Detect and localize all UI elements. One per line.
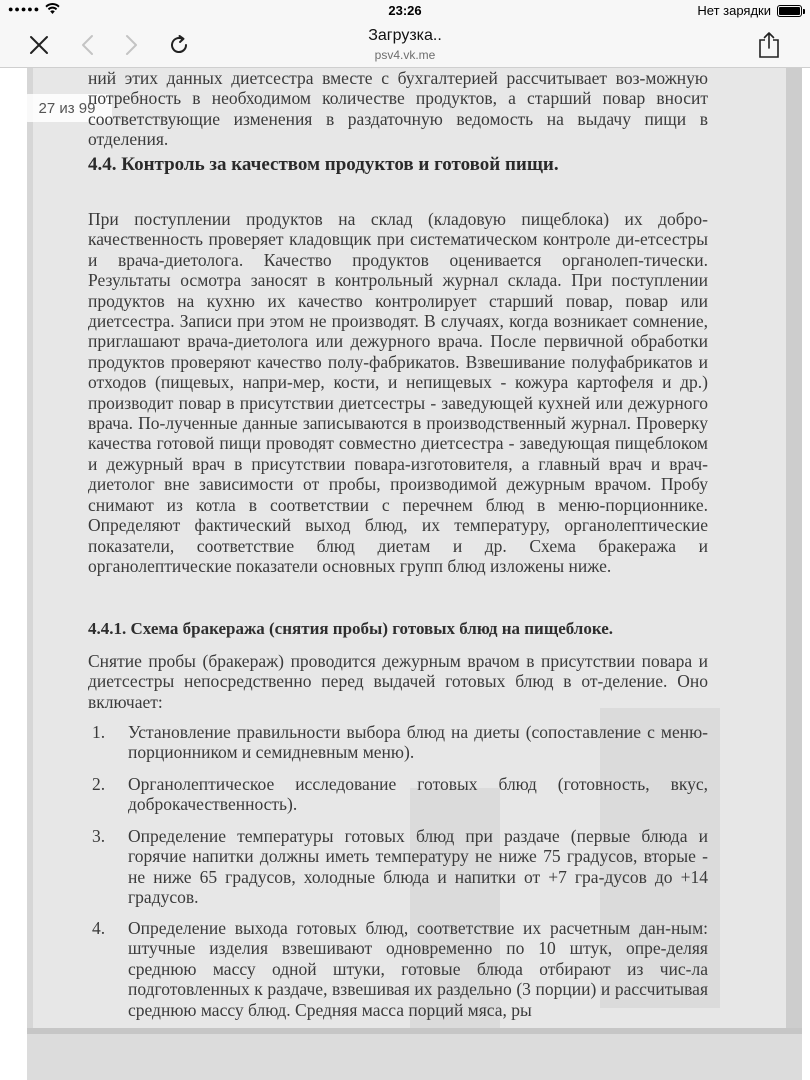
list-item [92,918,708,1022]
main-paragraph: При поступлении продуктов на склад (кладовую пищеблока) их добро-качественность проверяет кладовщик при систематическом контроле ди-етсестры и врача-диетолога. Качество продуктов оценивается органолеп-тически. Результаты осмотра заносят в контрольный журнал склада. При поступлении продуктов на кухню их качество контролирует старший повар, повар или диетсестра. Записи при этом не производят. В случаях, когда возникает сомнение, приглашают врача-диетолога или дежурного врача. После первичной обработки продуктов проверяют качество полу-фабрикатов. Взвешивание полуфабрикатов и отходов (пищевых, напри-мер, кости, и непищевых - кожура картофеля и др.) производит повар в присутствии диетсестры - заведующей кухней или дежурного врача. По-лученные данные записываются в производственный журнал. Проверку качества готовой пищи проводят совместно диетсестра - заведующая пищеблоком и дежурный врач в присутствии повара-изготовителя, а главный врач и врач-диетолог вне зависимости от пробы, производимой дежурным врачом. Пробу снимают из котла в соответствии с перечнем блюд в меню-порционнике. Определяют фактический выход блюд, их температуру, органолептические показатели, соответствие блюд диетам и др. Схема бракеража и органолептические показатели основных групп блюд изложены ниже. [88,209,708,576]
share-button[interactable] [754,30,784,60]
section-heading: 4.4. Контроль за качеством продуктов и готовой пищи. [88,154,559,175]
list-item-number: 2. [92,774,106,794]
list-item-number: 4. [92,918,106,938]
page-counter: 27 из 99 [22,94,112,122]
battery-icon [777,5,802,17]
list-item [92,826,708,908]
scan-bottom-edge [27,1028,802,1080]
intro-paragraph: ний этих данных диетсестра вместе с бухгалтерией рассчитывает воз-можную потребность в необходимом количестве продуктов, а старший повар вносит соответствующие изменения в раздаточную ведомость на выдачу пищи в отделения. [88,68,708,150]
list-item-text: Определение выхода готовых блюд, соответствие их расчетным дан-ным: штучные изделия взвешивают одновременно по 10 штук, опре-деляя среднюю массу одной штуки, готовые блюда отбирают из чис-ла подготовленных к раздаче, взвешивая их раздельно (3 порции) и рассчитывая среднюю массу блюд. Средняя масса порций мяса, ры [128,918,708,1020]
list-item [92,722,708,764]
list-item-number: 3. [92,826,106,846]
sub-paragraph: Снятие пробы (бракераж) проводится дежурным врачом в присутствии повара и диетсестры непосредственно перед выдачей готовых блюд в от-деление. Оно включает: [88,651,708,712]
list-item-text: Определение температуры готовых блюд при раздаче (первые блюда и горячие напитки должны иметь температуру не ниже 75 градусов, вторые - не ниже 65 градусов, холодные блюда и напитки от +7 гра-дусов до +14 градусов. [128,826,708,908]
charging-status: Нет зарядки [697,3,771,18]
document-viewer[interactable] [0,68,810,1080]
subsection-heading: 4.4.1. Схема бракеража (снятия пробы) готовых блюд на пищеблоке. [88,619,614,638]
browser-toolbar [0,22,810,68]
list-item [92,774,708,816]
page-url[interactable]: psv4.vk.me [374,48,436,62]
status-bar [0,0,810,22]
scan-left-edge [27,68,33,1080]
page-title: Загрузка.. [368,27,442,44]
signal-dots-icon: ●●●●● [8,4,41,14]
status-right [697,3,802,18]
scan-right-edge [786,68,802,1080]
battery-level [779,7,800,15]
list-item-text: Установление правильности выбора блюд на диеты (сопоставление с меню-порционником и семидневным меню). [128,722,708,763]
list-item-number: 1. [92,722,106,742]
status-time: 23:26 [388,3,422,18]
list-item-text: Органолептическое исследование готовых блюд (готовность, вкус, доброкачественность). [128,774,708,815]
share-icon [758,31,780,59]
